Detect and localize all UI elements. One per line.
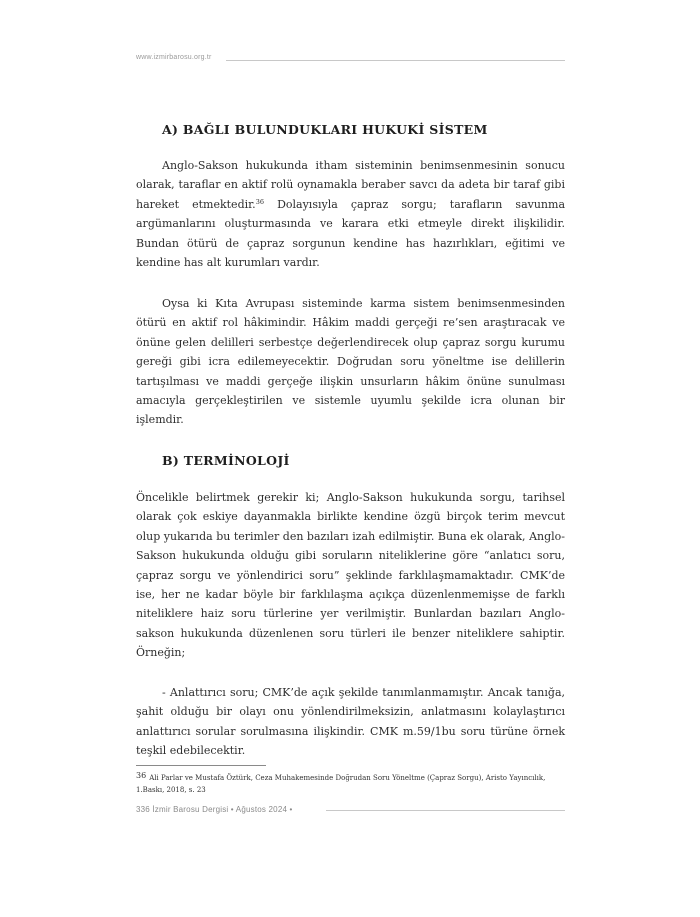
footer-text: 336 İzmir Barosu Dergisi • Ağustos 2024 • xyxy=(136,805,293,814)
header-url: www.izmirbarosu.org.tr xyxy=(136,54,212,61)
section-b-paragraph-1: Öncelikle belirtmek gerekir ki; Anglo-Sakson hukukunda sorgu, tarihsel olarak çok eskiye dayanmakla birlikte kendine özgü birçok terim mevcut olup yukarıda bu terimler den bazıları izah edilmiştir. Buna ek olarak, Anglo-Sakson hukukunda olduğu gibi soruların niteliklerine göre “anlatıcı soru, çapraz sorgu ve yönlendirici soru” şeklinde farklılaşmamaktadır. CMK’de ise, her ne kadar böyle bir farklılaşma açıkça düzenlenmemişse de farklı niteliklere haiz soru türlerine yer verilmiştir. Bunlardan bazıları Anglo-sakson hukukunda düzenlenen soru türleri ile benzer niteliklere sahiptir. Örneğin; xyxy=(136,491,565,660)
header-rule xyxy=(226,60,565,61)
footnote-number: 36 xyxy=(136,771,147,780)
footnote xyxy=(136,770,565,796)
section-b-paragraph-2: - Anlattırıcı soru; CMK’de açık şekilde tanımlanmamıştır. Ancak tanığa, şahit olduğu bir olayı onu yönlendirilmeksizin, anlatmasını kolaylaştırıcı anlattırıcı sorular sorulmasına ilişkindir. CMK m.59/1bu soru türüne örnek teşkil edebilecektir. xyxy=(136,686,565,758)
footnote-rule xyxy=(136,765,266,766)
footnote-reference: 36 xyxy=(255,197,264,206)
section-b-heading: B) TERMİNOLOJİ xyxy=(162,453,290,468)
footnote-text: Ali Parlar ve Mustafa Öztürk, Ceza Muhakemesinde Doğrudan Soru Yöneltme (Çapraz Sorgu), Aristo Yayıncılık, 1.Baskı, 2018, s. 23 xyxy=(136,774,546,794)
footer-rule xyxy=(326,810,565,811)
section-a-paragraph-1 xyxy=(136,156,565,272)
section-a-heading: A) BAĞLI BULUNDUKLARI HUKUKİ SİSTEM xyxy=(162,122,488,137)
section-a-paragraph-1-text: Anglo-Sakson hukukunda itham sisteminin benimsenmesinin sonucu olarak, taraflar en aktif rolü oynamakla beraber savcı da adeta bir taraf gibi hareket etmektedir. xyxy=(136,159,565,211)
section-a-paragraph-1-tail: Dolayısıyla çapraz sorgu; tarafların savunma argümanlarını oluşturmasında ve karara etki etmeyle direkt ilişkilidir. Bundan ötürü de çapraz sorgunun kendine has hazırlıkları, eğitimi ve kendine has alt kurumları vardır. xyxy=(136,197,566,270)
section-a-paragraph-2: Oysa ki Kıta Avrupası sisteminde karma sistem benimsenmesinden ötürü en aktif rol hâkimindir. Hâkim maddi gerçeği re’sen araştıracak ve önüne gelen delilleri serbestçe değerlendirecek olup çapraz sorgu kurumu gereği gibi icra edilemeyecektir. Doğrudan soru yöneltme ise delillerin tartışılması ve maddi gerçeğe ilişkin unsurların hâkim önüne sunulması amacıyla gerçekleştirilen ve sistemle uyumlu şekilde icra olunan bir işlemdir. xyxy=(136,297,565,427)
